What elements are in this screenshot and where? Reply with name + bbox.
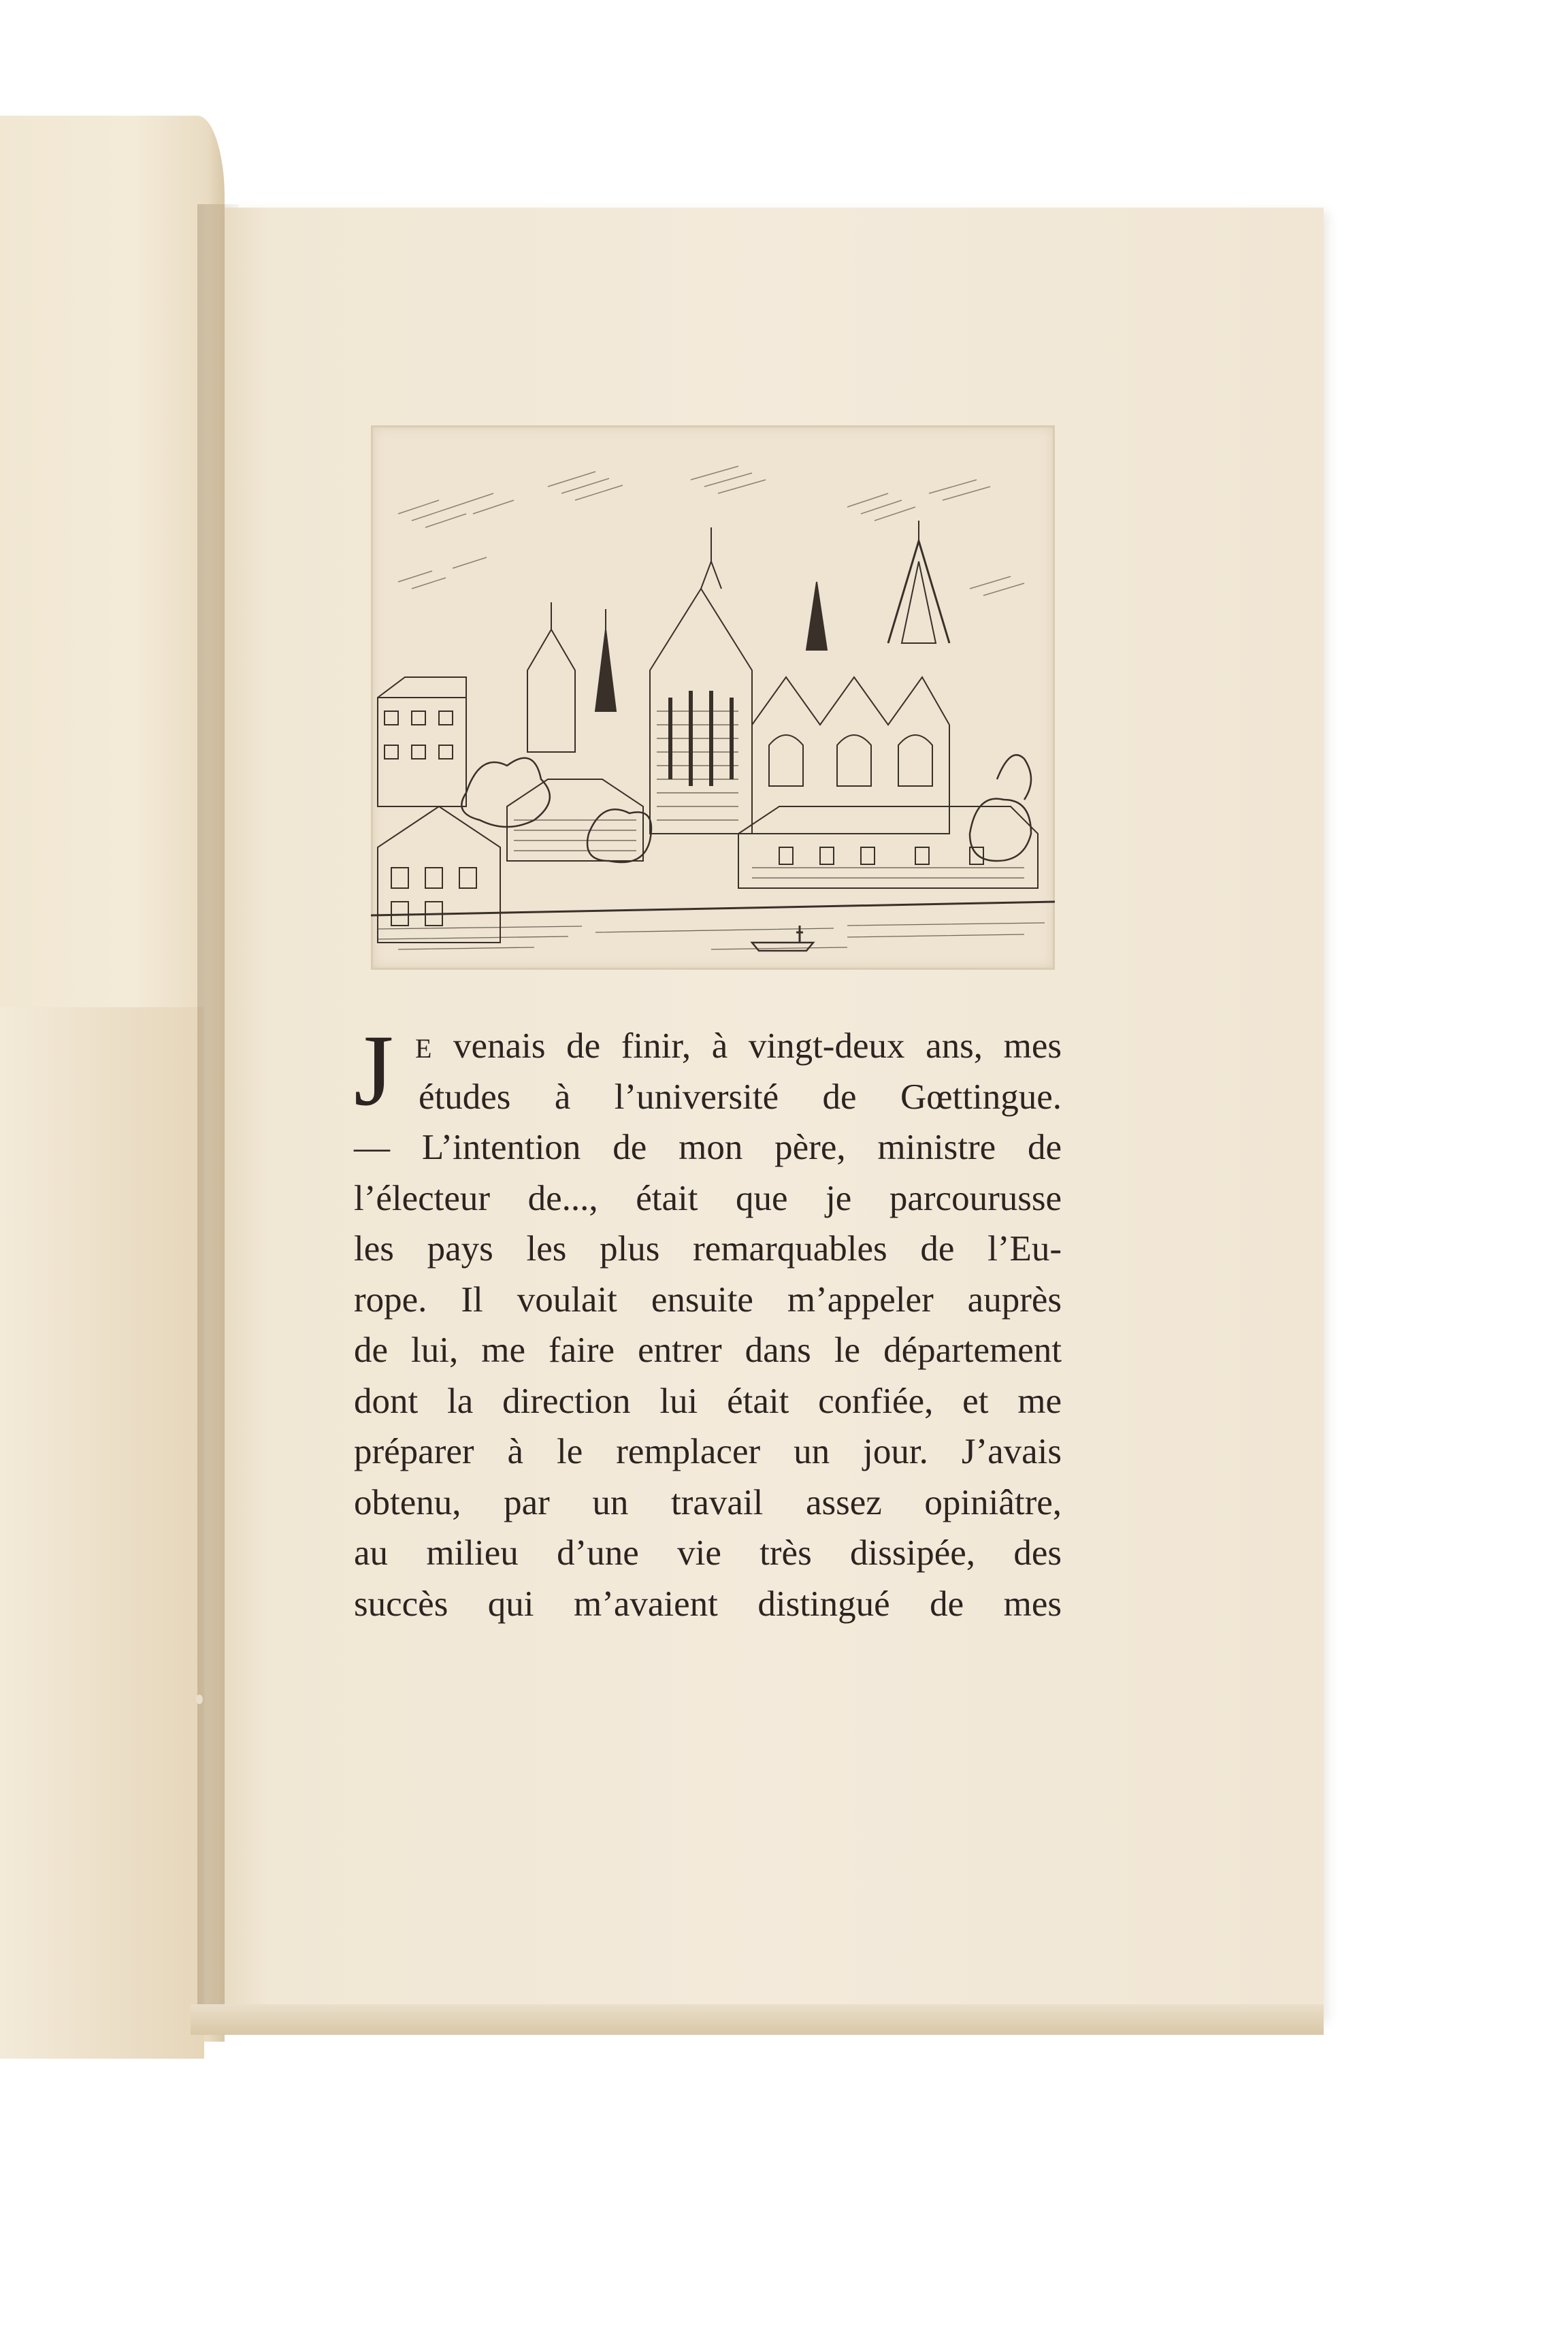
text-line-5: les pays les plus remarquables de l’Eu- — [354, 1229, 1062, 1269]
etching-cityscape — [371, 425, 1055, 970]
etching-illustration — [371, 425, 1055, 970]
text-line-12: succès qui m’avaient distingué de mes — [354, 1584, 1062, 1624]
small-caps-letter: E — [415, 1033, 433, 1064]
text-line-4: l’électeur de..., était que je parcourusse — [354, 1178, 1062, 1218]
text-line-9: préparer à le remplacer un jour. J’avais — [354, 1432, 1062, 1471]
text-line-11: au milieu d’une vie très dissipée, des — [354, 1533, 1062, 1573]
text-line-10: obtenu, par un travail assez opiniâtre, — [354, 1482, 1062, 1522]
text-line-1 — [415, 1021, 1062, 1072]
text-line-2: études à l’université de Gœttingue. — [419, 1077, 1062, 1117]
drop-cap: J — [354, 1014, 394, 1127]
page-edge-bottom — [191, 2004, 1324, 2035]
text-line-1-rest: venais de finir, à vingt-deux ans, mes — [432, 1026, 1062, 1066]
body-text — [354, 1014, 1062, 1629]
text-line-6: rope. Il voulait ensuite m’appeler auprès — [354, 1279, 1062, 1320]
left-page-edge — [0, 1007, 204, 2059]
text-line-8: dont la direction lui était confiée, et me — [354, 1381, 1062, 1421]
binding-hole — [196, 1695, 203, 1704]
text-line-7: de lui, me faire entrer dans le département — [354, 1330, 1062, 1370]
text-line-3: — L’intention de mon père, ministre de — [354, 1128, 1062, 1167]
